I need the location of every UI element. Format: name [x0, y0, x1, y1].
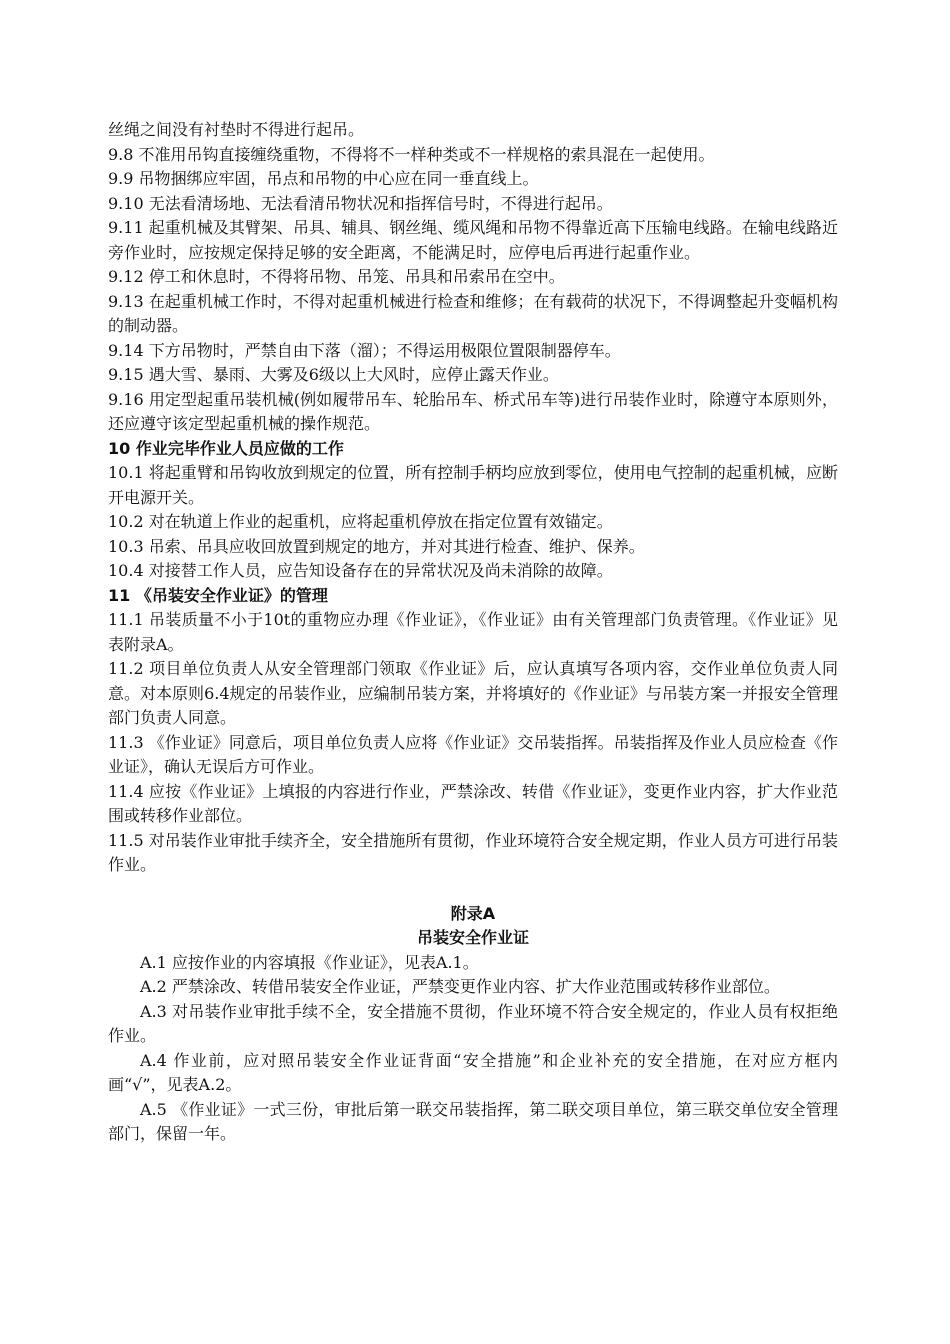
appendix-paragraph-a1: A.1 应按作业的内容填报《作业证》，见表A.1。	[140, 952, 479, 972]
appendix-paragraph-a2: A.2 严禁涂改、转借吊装安全作业证，严禁变更作业内容、扩大作业范围或转移作业部位。	[140, 977, 780, 996]
paragraph-9-14: 9.14 下方吊物时，严禁自由下落（溜）；不得运用极限位置限制器停车。	[108, 340, 621, 360]
appendix-paragraph-a4: A.4 作业前，应对照吊装安全作业证背面“安全措施”和企业补充的安全措施，在对应方框内画“√”，见表A.2。	[108, 1050, 838, 1094]
paragraph-9-7-cont: 丝绳之间没有衬垫时不得进行起吊。	[108, 120, 365, 139]
paragraph-9-10: 9.10 无法看清场地、无法看清吊物状况和指挥信号时，不得进行起吊。	[108, 193, 613, 213]
section-heading-10: 10 作业完毕作业人员应做的工作	[108, 438, 344, 458]
paragraph-10-2: 10.2 对在轨道上作业的起重机，应将起重机停放在指定位置有效锚定。	[108, 512, 613, 531]
paragraph-9-12: 9.12 停工和休息时，不得将吊物、吊笼、吊具和吊索吊在空中。	[108, 267, 565, 286]
paragraph-10-1: 10.1 将起重臂和吊钩收放到规定的位置，所有控制手柄均应放到零位，使用电气控制的起重机械，应断开电源开关。	[108, 463, 838, 507]
appendix-label: 附录A	[450, 903, 496, 923]
appendix-paragraph-a3: A.3 对吊装作业审批手续不全，安全措施不贯彻，作业环境不符合安全规定的，作业人员有权拒绝作业。	[108, 1001, 838, 1045]
paragraph-9-9: 9.9 吊物捆绑应牢固，吊点和吊物的中心应在同一垂直线上。	[108, 169, 539, 188]
paragraph-9-16: 9.16 用定型起重吊装机械(例如履带吊车、轮胎吊车、桥式吊车等)进行吊装作业时，除遵守本原则外，还应遵守该定型起重机械的操作规范。	[108, 389, 838, 433]
paragraph-9-13: 9.13 在起重机械工作时，不得对起重机械进行检查和维修；在有载荷的状况下，不得调整起升变幅机构的制动器。	[108, 291, 838, 335]
paragraph-11-3: 11.3 《作业证》同意后，项目单位负责人应将《作业证》交吊装指挥。吊装指挥及作业人员应检查《作业证》，确认无误后方可作业。	[108, 732, 838, 776]
paragraph-11-4: 11.4 应按《作业证》上填报的内容进行作业，严禁涂改、转借《作业证》，变更作业内容，扩大作业范围或转移作业部位。	[108, 781, 838, 825]
paragraph-10-3: 10.3 吊索、吊具应收回放置到规定的地方，并对其进行检查、维护、保养。	[108, 536, 645, 556]
document-page	[108, 118, 838, 1147]
section-heading-11: 11 《吊装安全作业证》的管理	[108, 585, 328, 605]
appendix-paragraph-a5: A.5 《作业证》一式三份，审批后第一联交吊装指挥，第二联交项目单位，第三联交单位安全管理部门，保留一年。	[108, 1099, 838, 1143]
section-spacer	[108, 878, 838, 902]
paragraph-9-15: 9.15 遇大雪、暴雨、大雾及6级以上大风时，应停止露天作业。	[108, 365, 559, 384]
paragraph-9-11: 9.11 起重机械及其臂架、吊具、辅具、钢丝绳、缆风绳和吊物不得靠近高下压输电线路。在输电线路近旁作业时，应按规定保持足够的安全距离，不能满足时，应停电后再进行起重作业。	[108, 218, 838, 262]
paragraph-11-2: 11.2 项目单位负责人从安全管理部门领取《作业证》后，应认真填写各项内容，交作业单位负责人同意。对本原则6.4规定的吊装作业，应编制吊装方案，并将填好的《作业证》与吊装方案一并报安全管理部门负责人同意。	[108, 659, 838, 727]
paragraph-9-8: 9.8 不准用吊钩直接缠绕重物，不得将不一样种类或不一样规格的索具混在一起使用。	[108, 144, 715, 164]
paragraph-10-4: 10.4 对接替工作人员，应告知设备存在的异常状况及尚未消除的故障。	[108, 561, 613, 580]
paragraph-11-1: 11.1 吊装质量不小于10t的重物应办理《作业证》，《作业证》由有关管理部门负责管理。《作业证》见表附录A。	[108, 610, 838, 654]
paragraph-11-5: 11.5 对吊装作业审批手续齐全，安全措施所有贯彻，作业环境符合安全规定期，作业人员方可进行吊装作业。	[108, 830, 838, 874]
appendix-title: 吊装安全作业证	[416, 928, 529, 947]
